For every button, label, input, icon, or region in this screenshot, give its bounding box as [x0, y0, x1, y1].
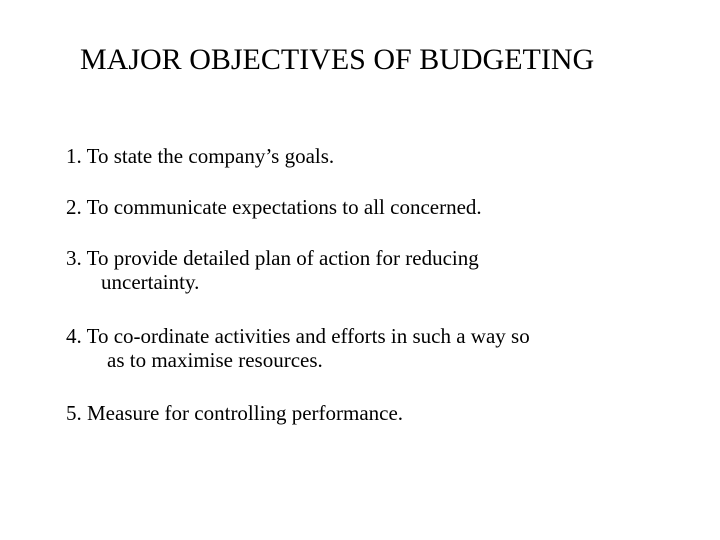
list-item: [66, 245, 479, 293]
list-item-text: 2. To communicate expectations to all concerned.: [66, 195, 482, 219]
list-item: [66, 143, 334, 169]
list-item-text: 4. To co-ordinate activities and efforts in such a way so: [66, 324, 530, 348]
list-item: [66, 194, 482, 220]
list-item: [66, 400, 403, 426]
list-item-text: 3. To provide detailed plan of action for reducing: [66, 246, 479, 270]
list-item: [66, 323, 530, 371]
list-item-text: 1. To state the company’s goals.: [66, 144, 335, 168]
slide-title: MAJOR OBJECTIVES OF BUDGETING: [80, 43, 595, 76]
list-item-continuation: as to maximise resources.: [107, 348, 323, 372]
list-item-text: 5. Measure for controlling performance.: [66, 401, 404, 425]
list-item-continuation: uncertainty.: [101, 270, 200, 294]
